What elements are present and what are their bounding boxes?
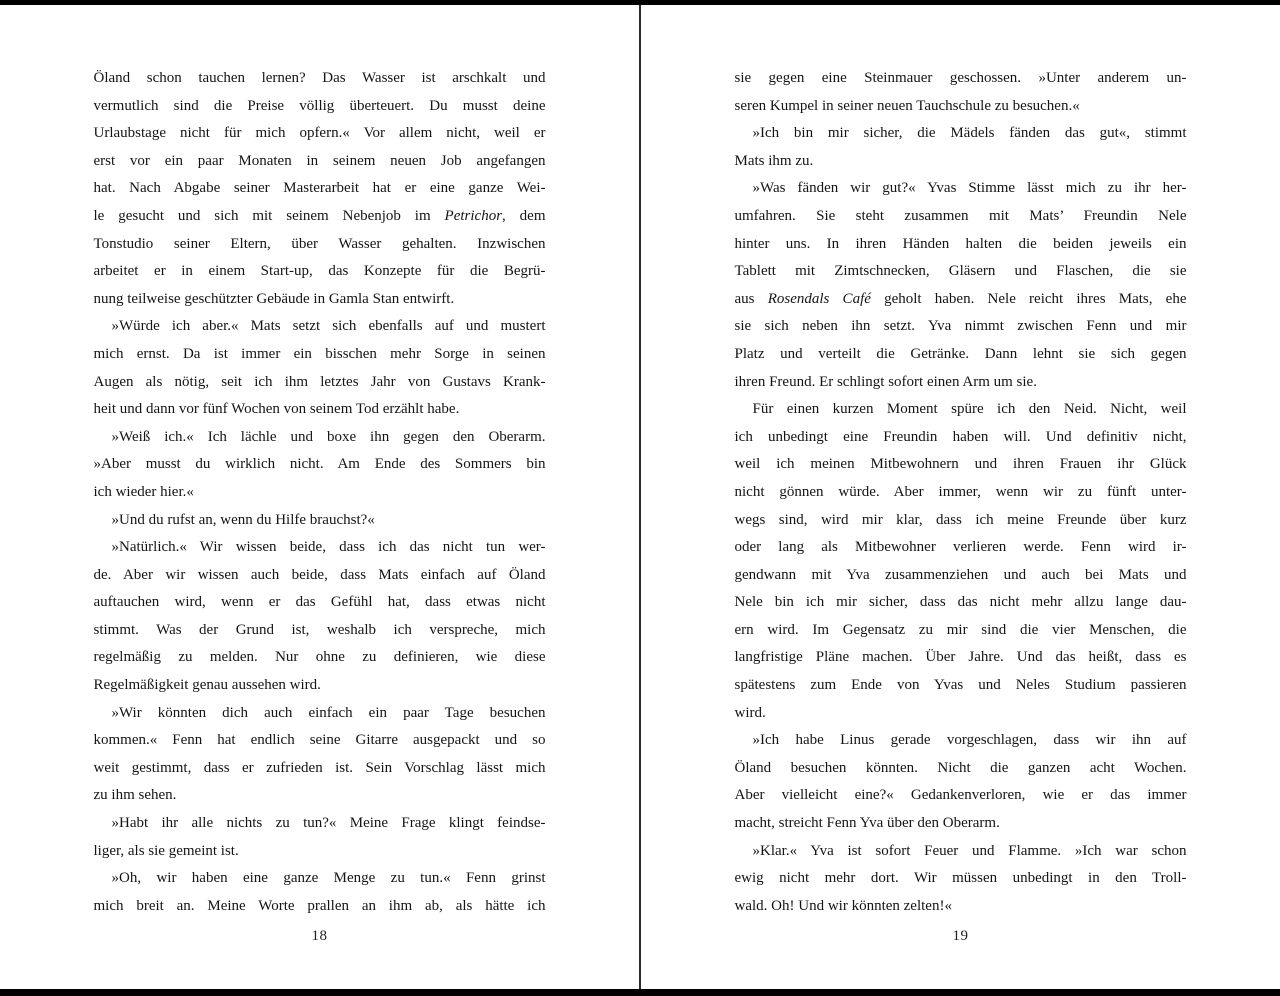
text-line: »Ich bin mir sicher, die Mädels fänden das gut«, stimmt (752, 125, 1187, 142)
text-line: Aber vielleicht eine?« Gedankenverloren, wie er das immer (734, 787, 1187, 804)
bottom-border (0, 989, 1280, 996)
text-line: erst vor ein paar Monaten in seinem neuen Job angefangen (93, 152, 546, 169)
text-line: Öland besuchen könnten. Nicht die ganzen acht Wochen. (734, 759, 1187, 776)
text-line: seren Kumpel in seiner neuen Tauchschule zu besuchen.« (734, 97, 1080, 114)
text-line: sie sich neben ihn setzt. Yva nimmt zwischen Fenn und mir (734, 318, 1187, 335)
text-line: Tonstudio seiner Eltern, über Wasser gehalten. Inzwischen (93, 235, 546, 252)
page-left-number: 18 (311, 928, 328, 945)
text-line: sie gegen eine Steinmauer geschossen. »Unter anderem un- (734, 70, 1187, 86)
text-line: Nele bin ich mir sicher, dass das nicht mehr allzu lange dau- (734, 594, 1187, 611)
italic-text: Petrichor (444, 207, 503, 224)
text-line: Urlaubstage nicht für mich opfern.« Vor allem nicht, weil er (93, 125, 546, 142)
text-line: Regelmäßigkeit genau aussehen wird. (93, 677, 321, 694)
text-line: »Was fänden wir gut?« Yvas Stimme lässt mich zu ihr her- (752, 180, 1187, 197)
text-line: stimmt. Was der Grund ist, weshalb ich verspreche, mich (93, 621, 546, 638)
text-line: le gesucht und sich mit seinem Nebenjob im Petrichor, dem (93, 207, 546, 224)
text-line: Öland schon tauchen lernen? Das Wasser ist arschkalt und (93, 70, 546, 86)
text-line: wegs sind, wird mir klar, dass ich meine Freunde über kurz (734, 511, 1187, 528)
text-line: »Wir könnten dich auch einfach ein paar Tage besuchen (111, 704, 546, 721)
text-line: »Natürlich.« Wir wissen beide, dass ich das nicht tun wer- (111, 539, 546, 556)
text-line: »Und du rufst an, wenn du Hilfe brauchst?« (111, 511, 375, 528)
text-line: weit gestimmt, dass er zufrieden ist. Sein Vorschlag lässt mich (93, 759, 546, 776)
text-line: wald. Oh! Und wir könnten zelten!« (734, 897, 952, 914)
text-line: ihren Freund. Er schlingt sofort einen Arm um sie. (734, 373, 1037, 390)
text-line: langfristige Pläne machen. Über Jahre. Und das heißt, dass es (734, 649, 1187, 666)
text-line: mich ernst. Da ist immer ein bisschen mehr Sorge in seinen (93, 345, 546, 362)
text-line: arbeitet er in einem Start-up, das Konzepte für die Begrü- (93, 263, 546, 280)
text-line: ich wieder hier.« (93, 483, 194, 500)
text-line: macht, streicht Fenn Yva über den Oberarm. (734, 815, 1000, 832)
text-line: Platz und verteilt die Getränke. Dann lehnt sie sich gegen (734, 345, 1187, 362)
text-line: auftauchen wird, wenn er das Gefühl hat, dass etwas nicht (93, 594, 546, 611)
text-line: regelmäßig zu melden. Nur ohne zu definieren, wie diese (93, 649, 546, 666)
text-line: hinter uns. In ihren Händen halten die beiden jeweils ein (734, 235, 1187, 252)
page-left (0, 5, 639, 989)
text-line: hat. Nach Abgabe seiner Masterarbeit hat er eine ganze Wei- (93, 180, 546, 197)
text-line: Tablett mit Zimtschnecken, Gläsern und Flaschen, die sie (734, 263, 1187, 280)
page-right (641, 5, 1280, 989)
text-line: gendwann mit Yva zusammenziehen und auch bei Mats und (734, 566, 1187, 583)
text-line: ern wird. Im Gegensatz zu mir sind die vier Menschen, die (734, 621, 1187, 638)
text-line: »Ich habe Linus gerade vorgeschlagen, dass wir ihn auf (752, 732, 1187, 749)
text-line: ewig nicht mehr dort. Wir müssen unbedingt in den Troll- (734, 870, 1187, 887)
text-line: aus Rosendals Café geholt haben. Nele reicht ihres Mats, ehe (734, 290, 1187, 307)
text-line: spätestens zum Ende von Yvas und Neles Studium passieren (734, 677, 1187, 694)
text-line: weil ich meinen Mitbewohnern und ihren Frauen ihr Glück (734, 456, 1187, 473)
text-line: oder lang als Mitbewohner verlieren werde. Fenn wird ir- (734, 539, 1187, 556)
text-line: »Aber musst du wirklich nicht. Am Ende des Sommers bin (93, 456, 546, 473)
italic-text: Rosendals Café (767, 290, 871, 307)
text-line: ich unbedingt eine Freundin haben will. Und definitiv nicht, (734, 428, 1187, 445)
text-line: Für einen kurzen Moment spüre ich den Neid. Nicht, weil (752, 401, 1187, 418)
text-line: liger, als sie gemeint ist. (93, 842, 239, 859)
page-right-number: 19 (952, 928, 969, 945)
text-line: nung teilweise geschützter Gebäude in Gamla Stan entwirft. (93, 290, 455, 307)
text-line: vermutlich sind die Preise völlig überteuert. Du musst deine (93, 97, 546, 114)
page-right-text (735, 65, 1187, 920)
text-line: kommen.« Fenn hat endlich seine Gitarre ausgepackt und so (93, 732, 546, 749)
text-line: »Oh, wir haben eine ganze Menge zu tun.« Fenn grinst (111, 870, 546, 887)
text-line: »Klar.« Yva ist sofort Feuer und Flamme. »Ich war schon (752, 842, 1187, 859)
page-left-text (94, 65, 546, 920)
text-line: mich breit an. Meine Worte prallen an ihm ab, als hätte ich (93, 897, 546, 914)
text-line: umfahren. Sie steht zusammen mit Mats’ Freundin Nele (734, 207, 1187, 224)
text-line: »Weiß ich.« Ich lächle und boxe ihn gegen den Oberarm. (111, 428, 546, 445)
text-line: wird. (734, 704, 766, 721)
text-line: »Würde ich aber.« Mats setzt sich ebenfalls auf und mustert (111, 318, 546, 335)
text-line: zu ihm sehen. (93, 787, 177, 804)
text-line: »Habt ihr alle nichts zu tun?« Meine Frage klingt feindse- (111, 815, 546, 832)
text-line: Augen als nötig, seit ich ihm letztes Jahr von Gustavs Krank- (93, 373, 546, 390)
text-line: Mats ihm zu. (734, 152, 814, 169)
text-line: nicht gönnen würde. Aber immer, wenn wir zu fünft unter- (734, 483, 1187, 500)
pages-container (0, 5, 1280, 989)
text-line: de. Aber wir wissen auch beide, dass Mats einfach auf Öland (93, 566, 546, 583)
text-line: heit und dann vor fünf Wochen von seinem Tod erzählt habe. (93, 401, 460, 418)
